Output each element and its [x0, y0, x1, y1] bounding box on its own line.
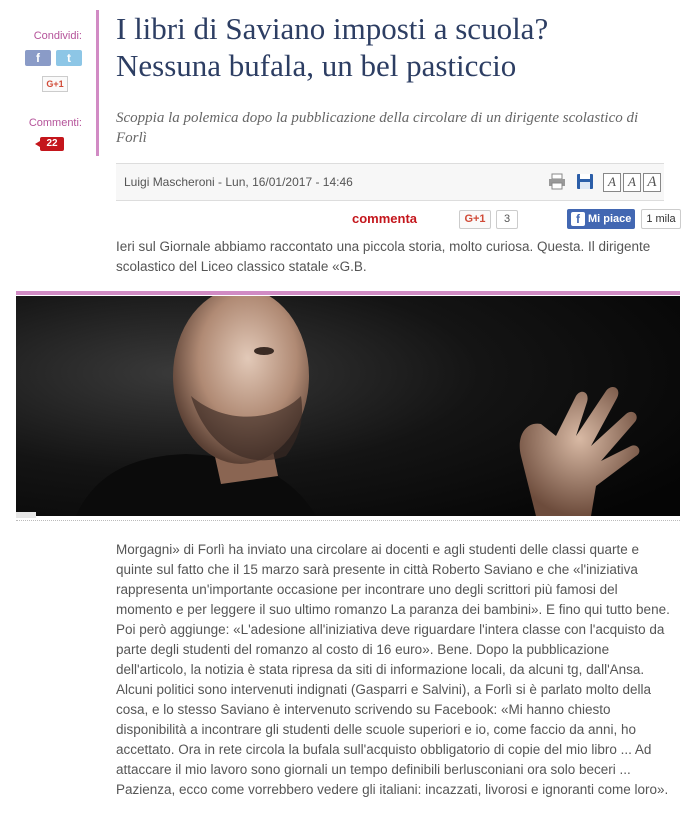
google-plus-count: 3 — [496, 210, 518, 229]
share-label: Condividi: — [33, 30, 82, 42]
google-plus-button[interactable]: G+1 — [459, 210, 491, 229]
title-line-2: Nessuna bufala, un bel pasticcio — [116, 48, 517, 83]
floppy-disk-icon[interactable] — [576, 173, 594, 190]
title-line-1: I libri di Saviano imposti a scuola? — [116, 11, 549, 46]
facebook-icon: f — [36, 51, 40, 65]
like-label: Mi piace — [588, 213, 632, 225]
facebook-like-button[interactable] — [567, 209, 635, 229]
facebook-like-count: 1 mila — [641, 209, 681, 229]
title-accent-bar — [96, 10, 99, 156]
article-body: Morgagni» di Forlì ha inviato una circolare ai docenti e agli studenti delle classi quarte e quinte sul fatto che il 15 marzo sarà presente in città Roberto Saviano e che «l'iniziativa rappresenta un'importante occasione per incontrare uno degli scrittori più famosi del momento e per leggere il suo ultimo romanzo La paranza dei bambini». E fino qui tutto bene. Poi però aggiunge: «L'adesione all'iniziativa deve riguardare l'intera classe con l'acquisto da parte degli studenti del romanzo al costo di 16 euro». Bene. Dopo la pubblicazione dell'articolo, la notizia è stata ripresa da siti di informazione locali, da alcuni tg, dall'Ansa. Alcuni politici sono intervenuti indignati (Gasparri e Salvini), a Forlì si è parlato molto della cosa, e lo stesso Saviano è intervenuto scrivendo su Facebook: «Mi hanno chiesto disponibilità a incontrare gli studenti delle scuole superiori e io, come faccio da anni, ho accettato. Ora in rete circola la bufala sull'acquisto obbligatorio di copie del mio libro ... Ad attaccare il mio lavoro sono giornali un tempo definibili berlusconiani ora solo beceri ... Pazienza, ecco come vorrebbero vedere gli italiani: incazzati, livorosi e ignoranti come loro». — [116, 542, 670, 797]
twitter-share-button[interactable] — [56, 50, 82, 66]
font-size-medium-button[interactable]: A — [623, 173, 641, 192]
twitter-icon: t — [67, 51, 71, 65]
photo-caption-tab — [16, 512, 36, 518]
facebook-share-button[interactable] — [25, 50, 51, 66]
byline: Luigi Mascheroni - Lun, 16/01/2017 - 14:46 — [124, 175, 353, 189]
article-photo — [16, 296, 680, 516]
photo-top-rule — [16, 291, 680, 295]
comments-count-badge[interactable]: 22 — [40, 137, 64, 151]
photo-divider — [16, 520, 680, 521]
facebook-icon: f — [571, 212, 585, 226]
font-size-small-button[interactable]: A — [603, 173, 621, 192]
comment-link[interactable]: commenta — [352, 211, 418, 226]
font-size-large-button[interactable]: A — [643, 173, 661, 192]
article-subtitle: Scoppia la polemica dopo la pubblicazione della circolare di un dirigente scolastico di Forlì — [116, 110, 639, 146]
portrait-illustration — [16, 296, 680, 516]
article-meta-bar — [116, 163, 664, 201]
article-lead: Ieri sul Giornale abbiamo raccontato una piccola storia, molto curiosa. Questa. Il dirigente scolastico del Liceo classico statale «G.B. — [116, 239, 651, 274]
printer-icon[interactable] — [548, 173, 566, 190]
share-column — [0, 0, 100, 160]
article-title — [116, 10, 676, 84]
google-plus-share-button[interactable]: G+1 — [42, 76, 68, 92]
comments-label: Commenti: — [28, 117, 82, 129]
